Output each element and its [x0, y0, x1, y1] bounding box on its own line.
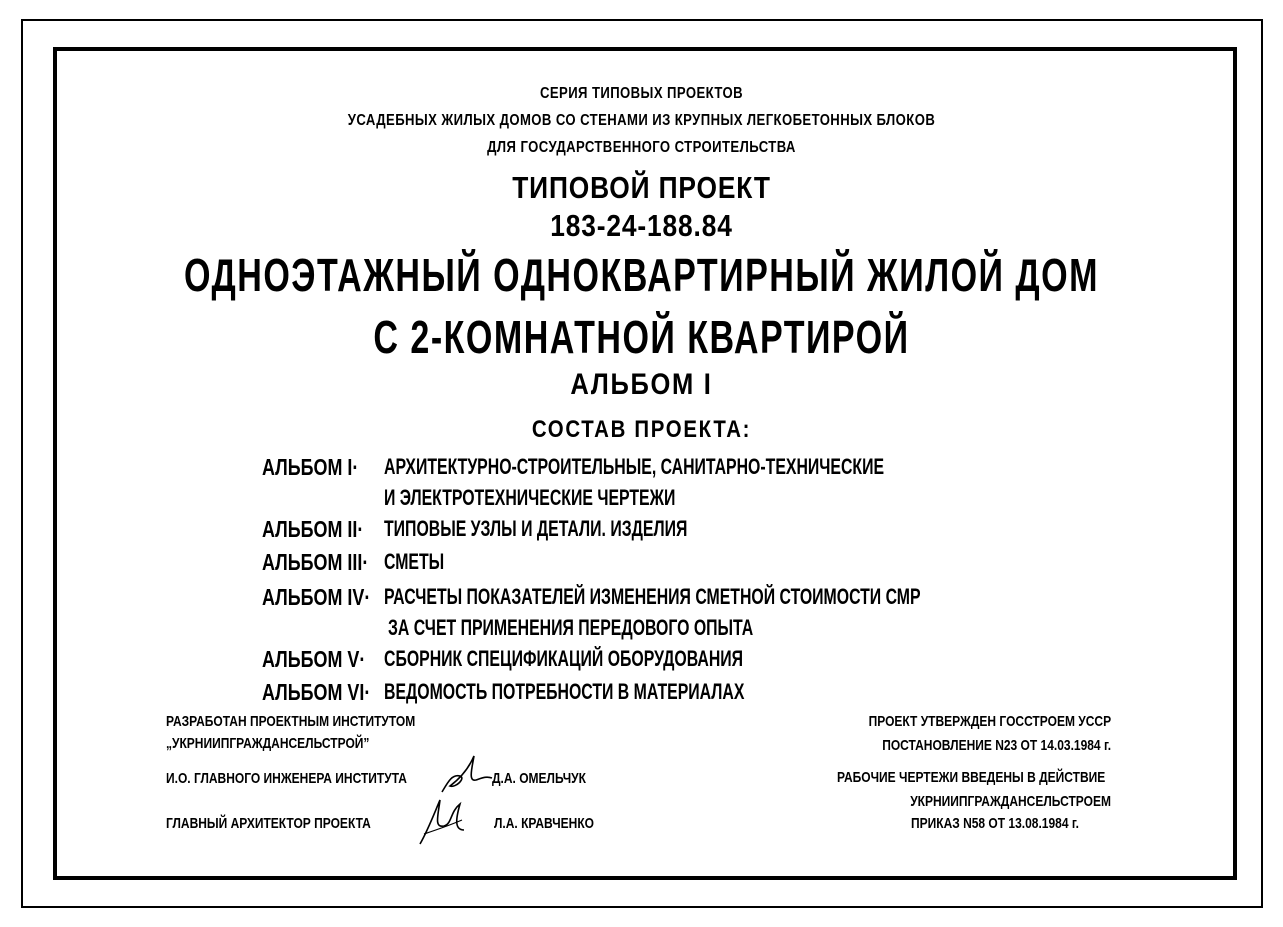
- series-line-3: ДЛЯ ГОСУДАРСТВЕННОГО СТРОИТЕЛЬСТВА: [487, 139, 796, 156]
- approved-line-2: ПОСТАНОВЛЕНИЕ N23 ОТ 14.03.1984 г.: [882, 737, 1111, 754]
- album-label-1: АЛЬБОМ I·: [262, 454, 359, 480]
- album-label-4: АЛЬБОМ IV·: [262, 584, 371, 610]
- chief-engineer-role: И.О. ГЛАВНОГО ИНЖЕНЕРА ИНСТИТУТА: [166, 770, 407, 787]
- album-text-4b: ЗА СЧЕТ ПРИМЕНЕНИЯ ПЕРЕДОВОГО ОПЫТА: [388, 615, 754, 640]
- chief-architect-signature: [414, 790, 470, 848]
- album-text-6: ВЕДОМОСТЬ ПОТРЕБНОСТИ В МАТЕРИАЛАХ: [384, 679, 745, 704]
- album-text-2: ТИПОВЫЕ УЗЛЫ И ДЕТАЛИ. ИЗДЕЛИЯ: [384, 516, 688, 541]
- album-text-5: СБОРНИК СПЕЦИФИКАЦИЙ ОБОРУДОВАНИЯ: [384, 646, 744, 671]
- developer-line-2: „УКРНИИПГРАЖДАНСЕЛЬСТРОЙ”: [166, 735, 370, 752]
- enacted-line-1: РАБОЧИЕ ЧЕРТЕЖИ ВВЕДЕНЫ В ДЕЙСТВИЕ: [836, 769, 1105, 786]
- album-text-3: СМЕТЫ: [384, 549, 445, 574]
- series-line-2: УСАДЕБНЫХ ЖИЛЫХ ДОМОВ СО СТЕНАМИ ИЗ КРУПНЫХ ЛЕГКОБЕТОННЫХ БЛОКОВ: [347, 112, 936, 129]
- project-number: 183-24-188.84: [550, 208, 733, 243]
- album-title: АЛЬБОМ I: [570, 368, 713, 401]
- developer-line-1: РАЗРАБОТАН ПРОЕКТНЫМ ИНСТИТУТОМ: [166, 713, 416, 730]
- album-label-2: АЛЬБОМ II·: [262, 516, 364, 542]
- title-line-1: ОДНОЭТАЖНЫЙ ОДНОКВАРТИРНЫЙ ЖИЛОЙ ДОМ: [184, 249, 1099, 301]
- chief-engineer-name: Д.А. ОМЕЛЬЧУК: [492, 770, 586, 787]
- album-text-1: АРХИТЕКТУРНО-СТРОИТЕЛЬНЫЕ, САНИТАРНО-ТЕХНИЧЕСКИЕ: [384, 454, 885, 479]
- enacted-line-3: ПРИКАЗ N58 ОТ 13.08.1984 г.: [911, 815, 1079, 832]
- album-text-4: РАСЧЕТЫ ПОКАЗАТЕЛЕЙ ИЗМЕНЕНИЯ СМЕТНОЙ СТОИМОСТИ СМР: [384, 584, 921, 609]
- enacted-line-2: УКРНИИПГРАЖДАНСЕЛЬСТРОЕМ: [910, 793, 1111, 810]
- composition-heading: СОСТАВ ПРОЕКТА:: [531, 416, 752, 443]
- approved-line-1: ПРОЕКТ УТВЕРЖДЕН ГОССТРОЕМ УССР: [868, 713, 1111, 730]
- album-label-6: АЛЬБОМ VI·: [262, 679, 371, 705]
- series-line-1: СЕРИЯ ТИПОВЫХ ПРОЕКТОВ: [540, 85, 743, 102]
- album-text-1b: И ЭЛЕКТРОТЕХНИЧЕСКИЕ ЧЕРТЕЖИ: [384, 485, 676, 510]
- chief-architect-name: Л.А. КРАВЧЕНКО: [494, 815, 594, 832]
- title-line-2: С 2-КОМНАТНОЙ КВАРТИРОЙ: [373, 311, 910, 363]
- album-label-5: АЛЬБОМ V·: [262, 646, 366, 672]
- chief-architect-role: ГЛАВНЫЙ АРХИТЕКТОР ПРОЕКТА: [166, 815, 371, 832]
- project-label: ТИПОВОЙ ПРОЕКТ: [512, 170, 771, 205]
- album-label-3: АЛЬБОМ III·: [262, 549, 369, 575]
